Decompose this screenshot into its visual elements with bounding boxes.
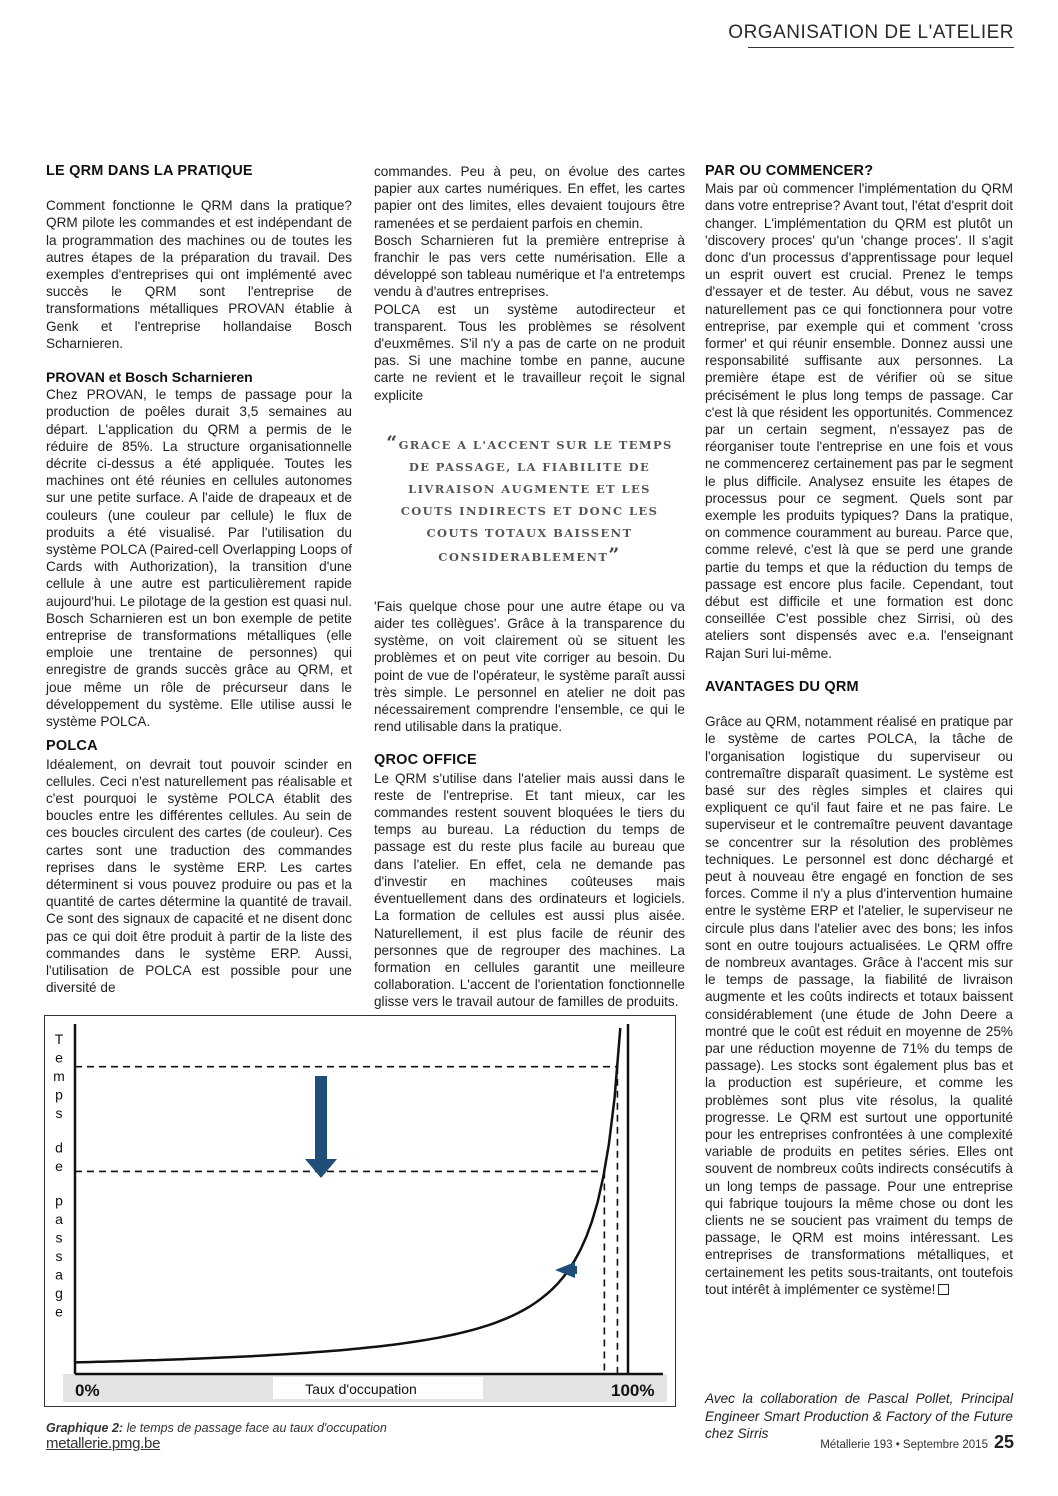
heading-par-ou-commencer: PAR OU COMMENCER? xyxy=(705,163,874,179)
paragraph-cont4: 'Fais quelque chose pour une autre étape ou va aider tes collègues'. Grâce à la transparence du système, on voit clairement où se situent les problèmes et on peut vite corriger au besoin. Du point de vue de l'opérateur, le système paraît aussi très simple. Le personnel en atelier ne doit pas nécessairement comprendre l'ensemble, ce qui le rend utilisable dans la pratique. xyxy=(374,598,685,735)
y-axis-label-char: e xyxy=(55,1049,63,1066)
y-axis-label-char: a xyxy=(55,1266,63,1283)
arrow-annotations xyxy=(305,1076,577,1278)
dashed-guides xyxy=(75,1067,617,1374)
y-axis-label-char: p xyxy=(55,1192,63,1209)
heading-qrm-pratique: LE QRM DANS LA PRATIQUE xyxy=(46,163,253,179)
footer-website-link[interactable]: metallerie.pmg.be xyxy=(46,1435,161,1452)
paragraph-avantages xyxy=(705,713,1013,1298)
heading-avantages: AVANTAGES DU QRM xyxy=(705,678,859,695)
curve-line xyxy=(75,1028,620,1362)
pull-quote xyxy=(374,404,685,598)
x-tick-label-0: 0% xyxy=(75,1381,100,1400)
paragraph-provan: Chez PROVAN, le temps de passage pour la production de poêles durait 3,5 semaines au départ. L'application du QRM a permis de le réduire de 85%. La structure organisationnelle décrite ci-dessus a été appliquée. Toutes les machines ont été réunies en cellules autonomes sur une petite surface. A l'aide de drapeaux et de couleurs (une couleur par cellule) le flux de produits a été visualisé. Par l'utilisation du système POLCA (Paired-cell Overlapping Loops of Cards with Authorization), la transition d'une cellule à une autre est particulièrement rapide aujourd'hui. Le pilotage de la gestion est quasi nul. Bosch Scharnieren est un bon exemple de petite entreprise de transformations métalliques (elle emploie une trentaine de personnes) qui enregistre de grands succès grâce au QRM, et joue même un rôle de précurseur dans le développement du système. Elle utilise aussi le système POLCA. xyxy=(46,387,352,730)
x-tick-label-100: 100% xyxy=(611,1381,655,1400)
section-title-rule xyxy=(748,47,1014,48)
paragraph-polca: Idéalement, on devrait tout pouvoir scinder en cellules. Ceci n'est naturellement pas réalisable et c'est pourquoi le système POLCA établit des boucles entre les différentes cellules. Au sein de ces boucles circulent des cartes (de couleur). Ces cartes sont une traduction des commandes reprises dans le système ERP. Les cartes déterminent si vous pouvez produire ou pas et la quantité de cartes détermine la quantité de travail. Ce sont des signaux de capacité et ne disent donc pas ce qui doit être produit à partir de la liste des commandes dans le système ERP. Aussi, l'utilisation de POLCA est possible pour une diversité de xyxy=(46,756,352,996)
heading-polca: POLCA xyxy=(46,738,98,755)
paragraph-cont3: POLCA est un système autodirecteur et transparent. Tous les problèmes se résolvent d'euxmêmes. S'il n'y a pas de carte on ne produit pas. Si une machine tombe en panne, aucune carte ne revient et le travailleur reçoit le signal explicite xyxy=(374,301,685,403)
y-axis-label-char: s xyxy=(55,1248,63,1264)
chart-caption-text: le temps de passage face au taux d'occupation xyxy=(123,1421,387,1435)
paragraph-qroc: Le QRM s'utilise dans l'atelier mais aussi dans le reste de l'entreprise. Et tant mieux, car les commandes restent souvent bloquées le tiers du temps au bureau. La réduction du temps de passage est du reste plus facile au bureau que dans l'atelier. En effet, cela ne demande pas d'investir en machines coûteuses mais éventuellement dans des ordinateurs et logiciels. La formation de cellules est aussi plus aisée. Naturellement, il est plus facile de réunir des personnes que de regrouper des machines. La formation en cellules garantit une meilleure collaboration. L'accent de l'orientation fonctionnelle glisse vers le travail autour de familles de produits. xyxy=(374,770,685,1010)
chart-caption-label: Graphique 2: xyxy=(46,1421,124,1435)
down-arrow-icon xyxy=(305,1076,337,1178)
chart-svg xyxy=(45,1016,675,1406)
y-axis-label-char: a xyxy=(55,1211,63,1227)
y-axis-label xyxy=(53,1031,65,1320)
credit-note: Avec la collaboration de Pascal Pollet, Principal Engineer Smart Production & Factory of the Future chez Sirris xyxy=(705,1391,1013,1441)
quote-close-mark: ” xyxy=(608,543,621,566)
column-3 xyxy=(705,163,1013,1298)
y-axis-label-char: e xyxy=(55,1303,63,1320)
y-axis-label-char: p xyxy=(55,1086,63,1103)
paragraph-start: Mais par où commencer l'implémentation du QRM dans votre entreprise? Avant tout, l'état d'esprit doit changer. L'implémentation du QRM est plutôt un 'discovery proces' qu'un 'change proces'. Il s'agit donc d'un processus d'apprentissage pour lequel un esprit ouvert est crucial. Prenez le temps d'essayer et de tester. Au début, vous ne savez naturellement pas ce qui fonctionnera pour votre entreprise, par exemple qui et comment 'cross former' et qui réunir ensemble. Donnez aussi une responsabilité suffisante aux personnes. La première étape est de vérifier où se situe précisément le plus long temps de passage. Car c'est là que résident les opportunités. Commencez par un certain segment, n'essayez pas de réorganiser toute l'entreprise en une fois et vous ne commencerez certainement pas par le segment le plus difficile. Analysez ensuite les étapes de processus pour ce segment. Quels sont par exemple les produits typiques? Dans la pratique, on commence couramment au bureau. Parce que, comme relevé, c'est là que se perd une grande partie du temps et que la réduction du temps de passage est encore plus facile. Cependant, tout début est difficile et une formation est donc conseillée C'est possible chez Sirrisi, où des ateliers sont dispensés avec e.a. l'enseignant Rajan Suri lui-même. xyxy=(705,181,1013,661)
y-axis-label-char: e xyxy=(55,1158,63,1174)
y-axis-label-char: s xyxy=(55,1229,63,1246)
heading-provan: PROVAN et Bosch Scharnieren xyxy=(46,369,253,386)
y-axis-label-char: s xyxy=(55,1105,63,1121)
pull-quote-text: GRACE A L'ACCENT SUR LE TEMPS DE PASSAGE, LA FIABILITE DE LIVRAISON AUGMENTE ET LES COUTS INDIRECTS ET DONC LES COUTS TOTAUX BAISSENT CONSIDERABLEMENT xyxy=(398,437,673,564)
page-number: 25 xyxy=(993,1432,1014,1452)
x-axis-label: Taux d'occupation xyxy=(305,1381,417,1397)
y-axis-label-char: d xyxy=(55,1139,63,1156)
paragraph-cont2: Bosch Scharnieren fut la première entreprise à franchir le pas vers cette numérisation. Elle a développé son tableau numérique et l'a entretemps vendu à d'autres entreprises. xyxy=(374,232,685,300)
paragraph-avantages-text: Grâce au QRM, notamment réalisé en pratique par le système de cartes POLCA, la tâche de l'organisation logistique du superviseur ou contremaître disparaît quasiment. Le système est basé sur des règles simples et claires qui expliquent ce qu'il faut faire et ne pas faire. Le superviseur et le contremaître peuvent davantage se concentrer sur la résolution des problèmes techniques. Le personnel est donc déchargé et peut à nouveau être engagé en fonction de ses forces. Comme il n'y a plus d'intervention humaine entre le système ERP et l'atelier, le superviseur ne circule plus dans l'atelier avec des bons; les infos sont en outre toujours actualisées. Le QRM offre de nombreux avantages. Grâce à l'accent mis sur le temps de passage, la fiabilité de livraison augmente et les coûts indirects et totaux baissent considérablement (une étude de John Deere a montré que le coût est réduit en moyenne de 25% par une réduction moyenne de 71% du temps de passage). Les stocks sont également plus bas et la production est supérieure, et comme les problèmes sont plus vite résolus, la qualité progresse. Le QRM est surtout une opportunité pour les entreprises confrontées à une complexité variable de produits en petites séries. Elles ont souvent de nombreux coûts indirects consécutifs à un long temps de passage. Pour une entreprise qui fabrique toujours la même chose ou dont les clients ne se soucient pas vraiment du temps de passage, le QRM est moins intéressant. Les entreprises de transformations métalliques, et certainement les petits sous-traitants, ont toutefois tout intérêt à implémenter ce système! xyxy=(705,714,1013,1297)
end-mark-icon xyxy=(938,1284,949,1295)
chart-box xyxy=(44,1015,676,1407)
footer-issue: Métallerie 193 • Septembre 2015 xyxy=(820,1439,988,1451)
chart-caption xyxy=(46,1421,387,1435)
y-axis-label-char: T xyxy=(54,1031,64,1047)
heading-qroc: QROC OFFICE xyxy=(374,752,477,769)
column-1 xyxy=(46,163,352,996)
section-title: ORGANISATION DE L'ATELIER xyxy=(728,22,1014,43)
left-arrow-icon xyxy=(555,1262,577,1278)
y-axis-label-char: g xyxy=(55,1285,63,1301)
paragraph-intro: Comment fonctionne le QRM dans la pratique? QRM pilote les commandes et est indépendant de la programmation des machines ou de toutes les autres étapes de la préparation du travail. Des exemples d'entreprises qui ont implémenté avec succès le QRM sont l'entreprise de transformations métalliques PROVAN établie à Genk et l'entreprise hollandaise Bosch Scharnieren. xyxy=(46,198,352,351)
y-axis-label-char: m xyxy=(53,1068,65,1084)
column-2 xyxy=(374,163,685,1011)
footer-website[interactable] xyxy=(46,1435,160,1452)
quote-open-mark: “ xyxy=(386,431,399,454)
paragraph-cont1: commandes. Peu à peu, on évolue des cartes papier aux cartes numériques. En effet, les cartes papier ont des limites, elles devaient toujours être ramenées et se perdaient parfois en chemin. xyxy=(374,164,685,231)
footer-publication xyxy=(820,1432,1014,1453)
